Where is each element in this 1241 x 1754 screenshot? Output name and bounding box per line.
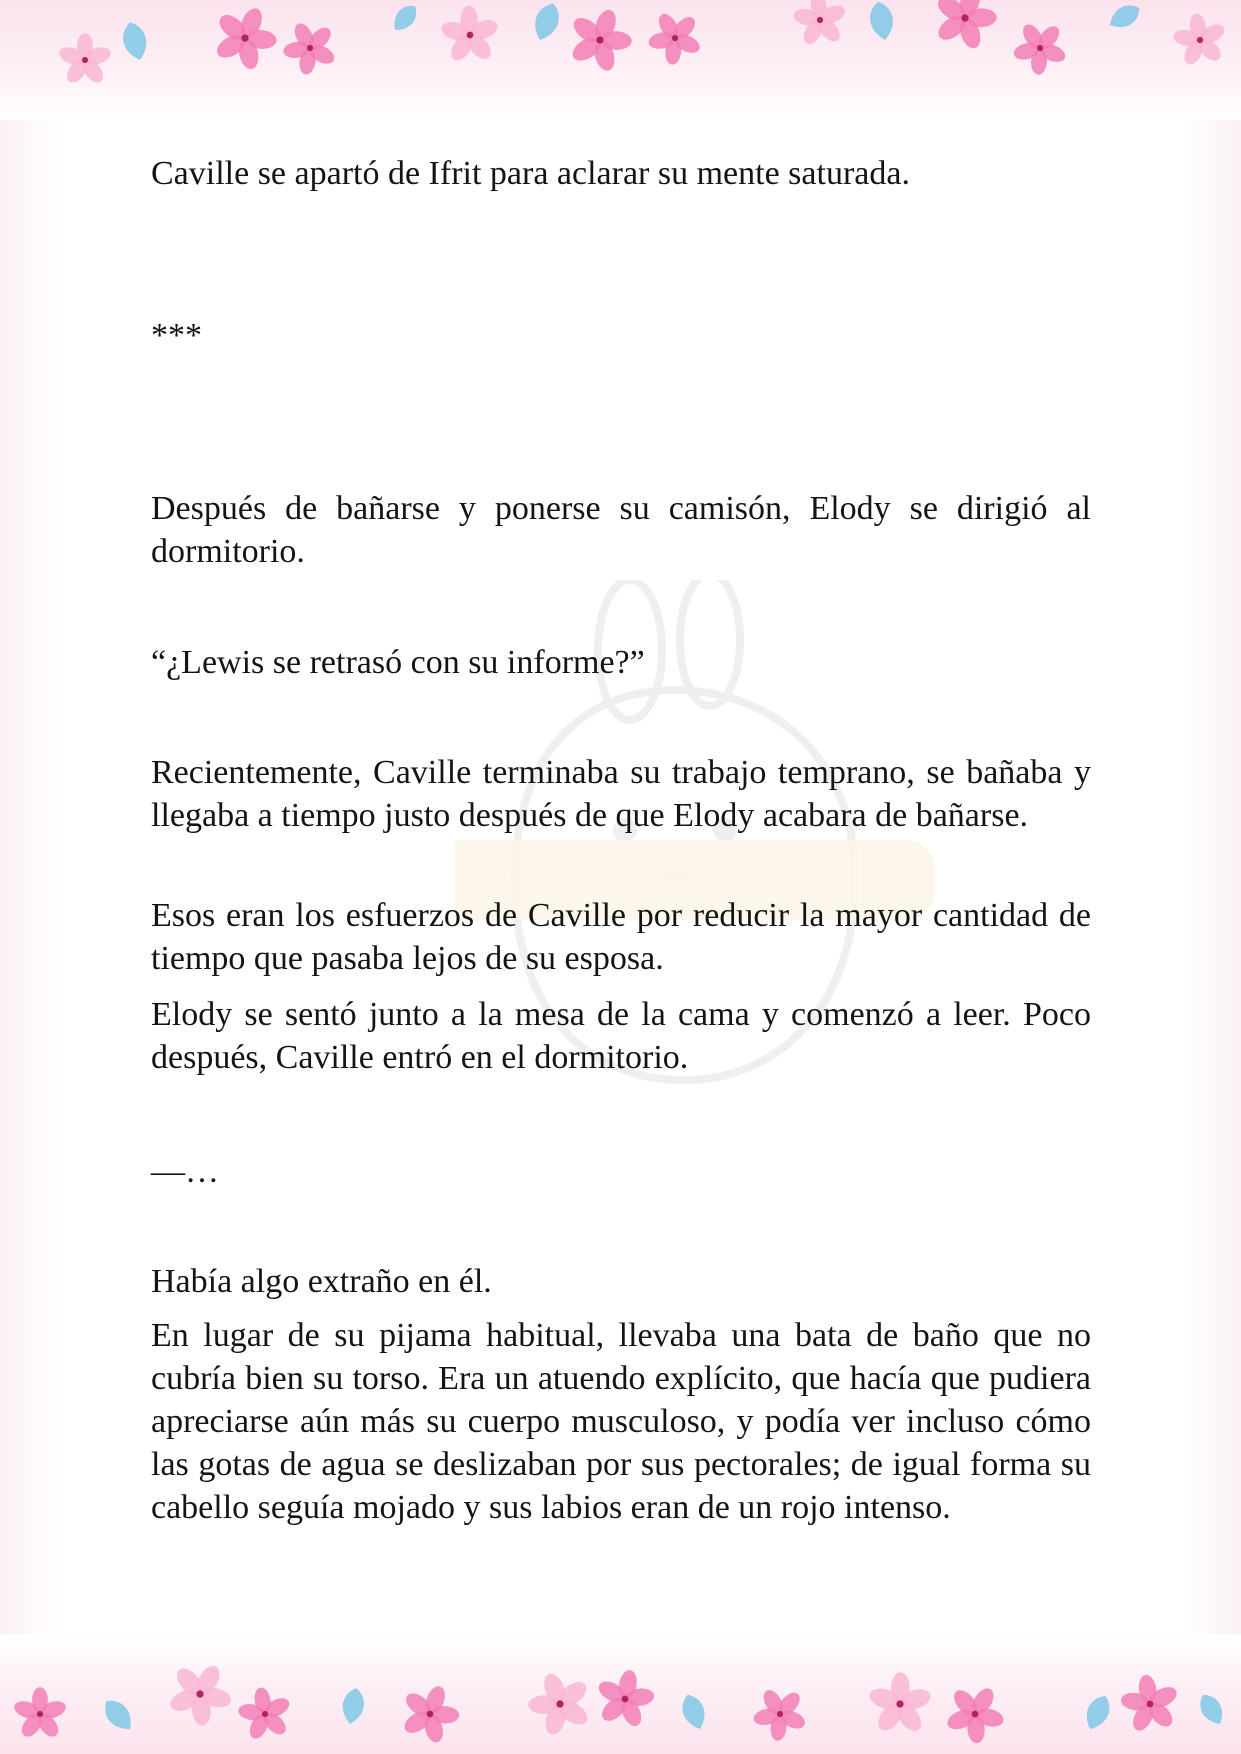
paragraph: Elody se sentó junto a la mesa de la cama y comenzó a leer. Poco después, Caville entró en el dormitorio. bbox=[151, 996, 1091, 1076]
flower-icon bbox=[156, 1650, 245, 1738]
flower-icon-row-top bbox=[0, 0, 1241, 120]
leaf-icon bbox=[1080, 1692, 1114, 1734]
leaf-icon bbox=[388, 0, 422, 35]
flower-icon bbox=[585, 1660, 665, 1738]
paragraph: Recientemente, Caville terminaba su trabajo temprano, se bañaba y llegaba a tiempo justo después de que Elody acabara de bañarse. bbox=[151, 754, 1091, 834]
flower-icon bbox=[749, 1685, 810, 1744]
flower-icon bbox=[432, 0, 508, 74]
flower-icon bbox=[229, 1677, 302, 1751]
flower-icon bbox=[782, 0, 859, 59]
flower-icon bbox=[855, 1659, 946, 1749]
flower-icon bbox=[202, 0, 287, 80]
leaf-icon bbox=[867, 0, 896, 42]
paragraph: Después de bañarse y ponerse su camisón, Elody se dirigió al dormitorio. bbox=[151, 490, 1091, 570]
flower-icon bbox=[1163, 4, 1237, 77]
flower-icon bbox=[1116, 1669, 1183, 1738]
dialogue-line: —… bbox=[151, 1153, 219, 1190]
paragraph: Había algo extraño en él. bbox=[151, 1263, 492, 1300]
floral-border-top bbox=[0, 0, 1241, 120]
flower-icon bbox=[400, 1682, 461, 1746]
flower-icon bbox=[936, 1675, 1013, 1753]
paragraph: En lugar de su pijama habitual, llevaba una bata de baño que no cubría bien su torso. Era un atuendo explícito, que hacía que pudiera apreciarse aún más su cuerpo musculoso, y podía ver incluso cómo las gotas de agua se deslizaban por sus pectorales; de igual forma su cabello seguía mojado y sus labios eran de un rojo intenso. bbox=[151, 1317, 1091, 1526]
flower-icon bbox=[924, 0, 1007, 59]
flower-icon bbox=[272, 9, 349, 86]
flower-icon bbox=[639, 2, 711, 75]
flower-icon bbox=[57, 33, 113, 86]
scene-break: *** bbox=[151, 317, 202, 354]
flower-icon bbox=[516, 1659, 605, 1749]
leaf-icon bbox=[1105, 0, 1144, 33]
side-haze-left bbox=[0, 120, 60, 1634]
flower-icon-row-bottom bbox=[0, 1634, 1241, 1754]
dialogue-line: “¿Lewis se retrasó con su informe?” bbox=[151, 644, 645, 681]
leaf-icon bbox=[119, 19, 151, 62]
leaf-icon bbox=[529, 0, 563, 44]
leaf-icon bbox=[340, 1686, 367, 1725]
flower-icon bbox=[12, 1687, 68, 1740]
floral-border-bottom bbox=[0, 1634, 1241, 1754]
leaf-icon bbox=[99, 1694, 138, 1735]
leaf-icon bbox=[1195, 1690, 1229, 1729]
leaf-icon bbox=[678, 1691, 710, 1732]
side-haze-right bbox=[1181, 120, 1241, 1634]
flower-icon bbox=[568, 6, 633, 74]
paragraph: Esos eran los esfuerzos de Caville por reducir la mayor cantidad de tiempo que pasaba lejos de su esposa. bbox=[151, 897, 1091, 977]
flower-icon bbox=[1010, 20, 1070, 77]
paragraph: Caville se apartó de Ifrit para aclarar su mente saturada. bbox=[151, 155, 910, 192]
